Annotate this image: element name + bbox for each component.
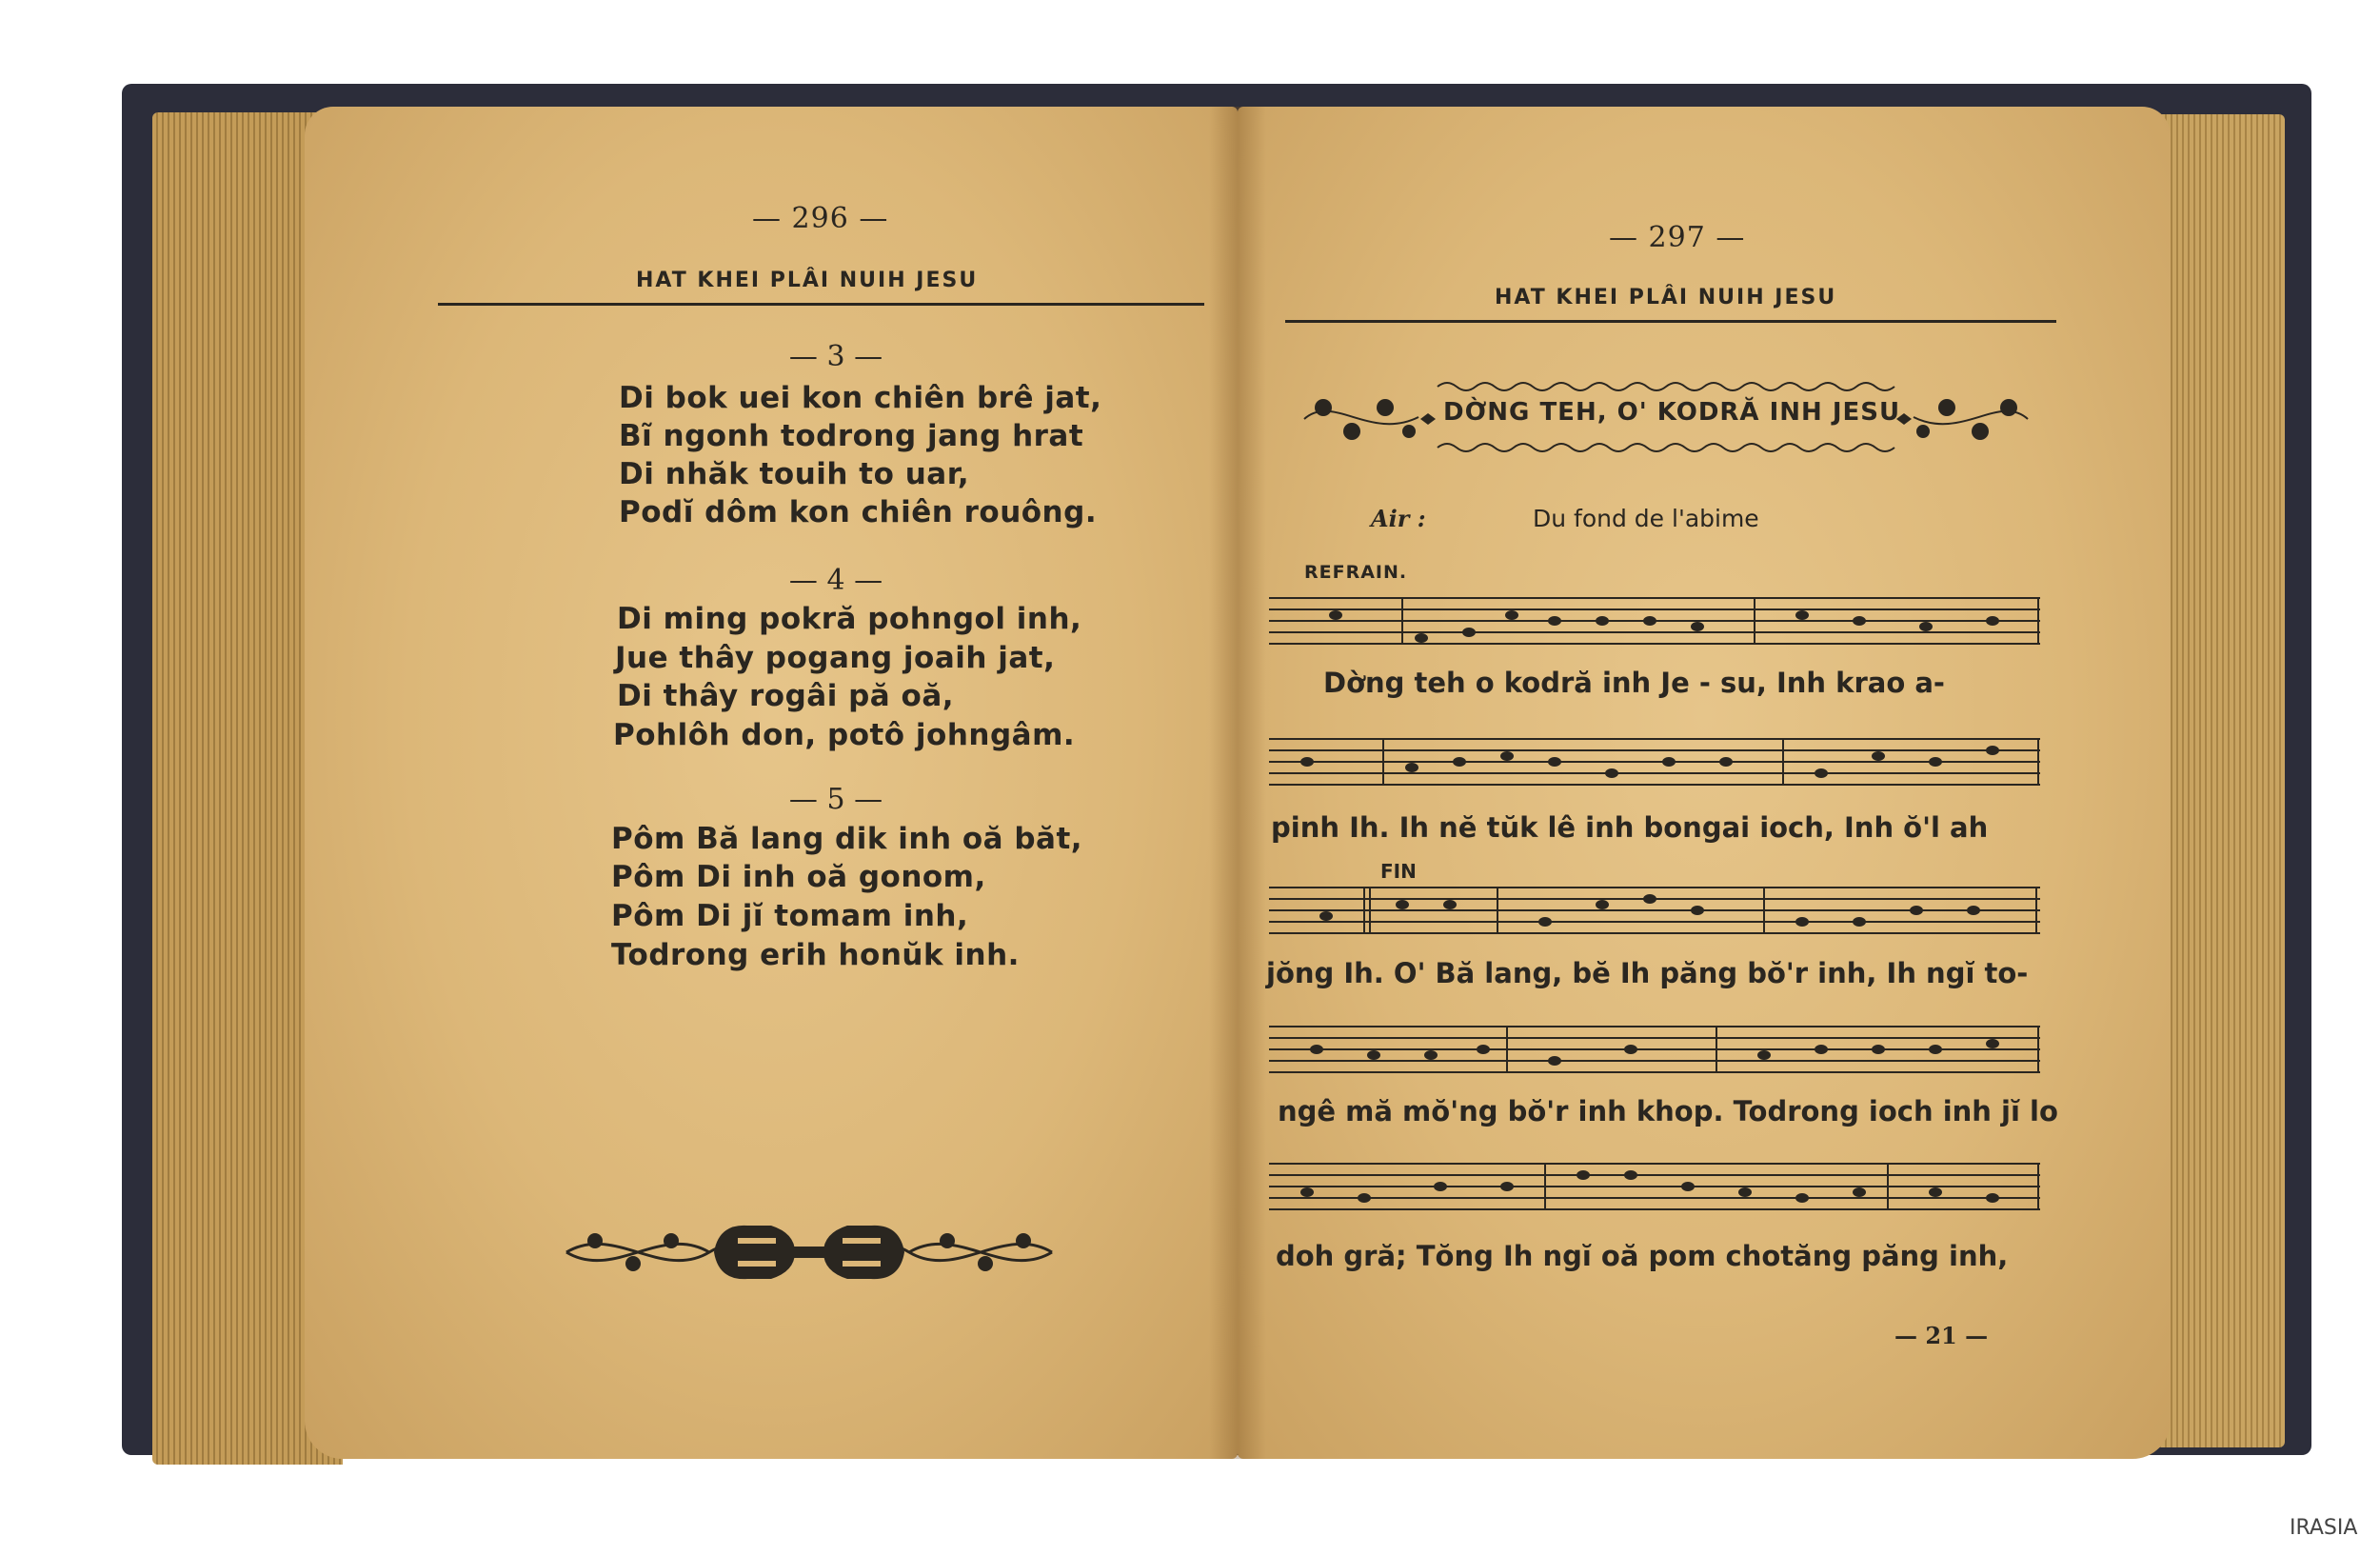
right-page-number: — 297 —: [1609, 221, 1746, 254]
verse-line: Di thây rogâi pă oă,: [617, 679, 955, 713]
music-staff: [1269, 592, 2040, 649]
right-head-rule: [1285, 320, 2056, 323]
refrain-label: REFRAIN.: [1304, 562, 1408, 583]
lyric-line: pinh Ih. Ih nĕ tŭk lê inh bongai ioch, Inh ŏ'l ah: [1271, 811, 1989, 844]
watermark: IRASIA: [2290, 1516, 2358, 1540]
stanza-number: — 5 —: [788, 783, 883, 816]
stanza-number: — 4 —: [788, 564, 883, 597]
verse-line: Podĭ dôm kon chiên rouông.: [619, 495, 1098, 529]
music-staff: [1269, 1021, 2040, 1078]
verse-line: Pôm Di jĭ tomam inh,: [611, 899, 969, 933]
air-label: Air :: [1371, 505, 1426, 532]
verse-line: Pohlôh don, potô johngâm.: [613, 718, 1076, 752]
verse-line: Di ming pokră pohngol inh,: [617, 602, 1082, 636]
hymn-title: DỜNG TEH, O' KODRĂ INH JESU: [1443, 398, 1901, 427]
signature-mark: — 21 —: [1894, 1322, 1989, 1349]
left-page-number: — 296 —: [752, 202, 889, 235]
lyric-line: doh gră; Tŏng Ih ngĭ oă pom chotăng păng inh,: [1276, 1240, 2009, 1272]
left-head-rule: [438, 303, 1204, 306]
book-gutter: [1209, 107, 1266, 1459]
lyric-line: ngê mă mŏ'ng bŏ'r inh khop. Todrong ioch inh jĭ lo: [1278, 1095, 2058, 1127]
fin-marker: FIN: [1380, 860, 1417, 883]
verse-line: Pôm Bă lang dik inh oă băt,: [611, 822, 1083, 856]
verse-line: Jue thây pogang joaih jat,: [615, 641, 1056, 675]
vase-ornament: [557, 1214, 1061, 1290]
air-tune-name: Du fond de l'abime: [1533, 505, 1759, 532]
verse-line: Pôm Di inh oă gonom,: [611, 860, 986, 894]
music-staff: [1269, 1158, 2040, 1215]
verse-line: Di bok uei kon chiên brê jat,: [619, 381, 1102, 415]
music-staff: [1269, 733, 2040, 790]
left-running-head: HAT KHEI PLÂI NUIH JESU: [636, 269, 979, 292]
lyric-line: Dờng teh o kodră inh Je - su, Inh krao a-: [1323, 667, 1945, 699]
right-running-head: HAT KHEI PLÂI NUIH JESU: [1495, 286, 1837, 309]
verse-line: Di nhăk touih to uar,: [619, 457, 970, 491]
stanza-number: — 3 —: [788, 340, 883, 373]
verse-line: Todrong erih honŭk inh.: [611, 938, 1020, 972]
verse-line: Bĩ ngonh todrong jang hrat: [619, 419, 1084, 453]
music-staff: [1269, 882, 2040, 939]
lyric-line: jŏng Ih. O' Bă lang, bĕ Ih păng bŏ'r inh, Ih ngĭ to-: [1266, 957, 2029, 989]
